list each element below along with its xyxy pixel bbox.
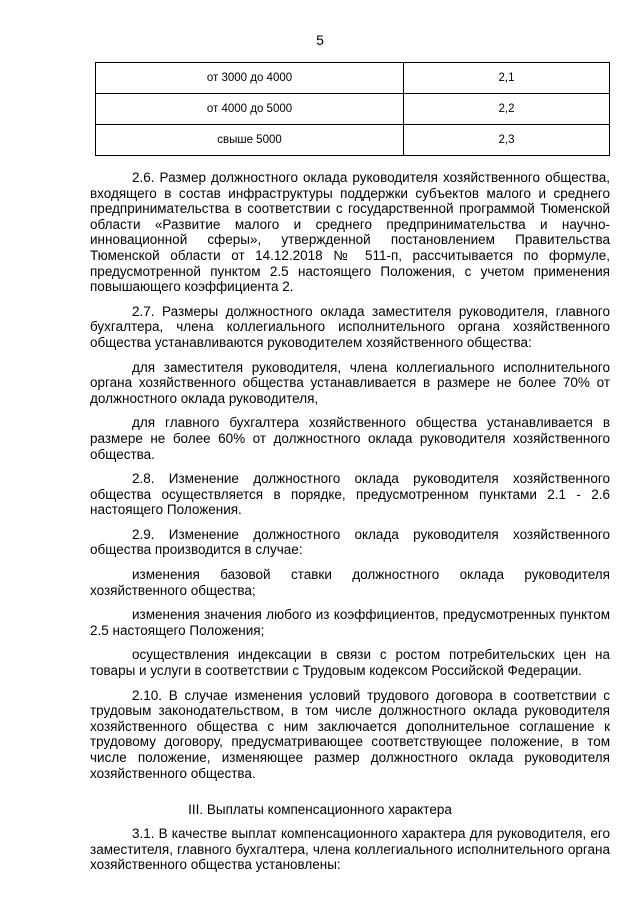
table-row (96, 94, 610, 125)
paragraph-2-9: 2.9. Изменение должностного оклада руководителя хозяйственного общества производится в случае: (90, 526, 610, 558)
coefficient-cell: 2,1 (404, 63, 610, 94)
section-title: III. Выплаты компенсационного характера (188, 802, 452, 817)
page-number: 5 (316, 32, 324, 48)
table-row (96, 63, 610, 94)
range-cell: от 3000 до 4000 (96, 63, 404, 94)
paragraph-2-7: 2.7. Размеры должностного оклада заместителя руководителя, главного бухгалтера, члена коллегиального исполнительного органа хозяйственного общества устанавливаются руководителем хозяйственного общества: (90, 303, 610, 350)
document-body-continued (90, 826, 610, 873)
coefficient-cell: 2,3 (404, 125, 610, 156)
paragraph-chief-accountant-salary: для главного бухгалтера хозяйственного общества устанавливается в размере не более 60% от должностного оклада руководителя хозяйственного общества. (90, 415, 610, 462)
range-cell: свыше 5000 (96, 125, 404, 156)
paragraph-2-10: 2.10. В случае изменения условий трудового договора в соответствии с трудовым законодательством, в том числе должностного оклада руководителя хозяйственного общества с ним заключается дополнительное соглашение к трудовому договору, предусматривающее соответствующее положение, в том числе положение, изменяющее размер должностного оклада руководителя хозяйственного общества. (90, 687, 610, 781)
paragraph-coefficient-change: изменения значения любого из коэффициентов, предусмотренных пунктом 2.5 настоящего Положения; (90, 607, 610, 638)
coefficient-table (95, 62, 610, 156)
paragraph-2-6: 2.6. Размер должностного оклада руководителя хозяйственного общества, входящего в состав инфраструктуры поддержки субъектов малого и среднего предпринимательства в соответствии с государственной программой Тюменской области «Развитие малого и среднего предпринимательства и научно-инновационной сферы», утвержденной постановлением Правительства Тюменской области от 14.12.2018 № 511-п, рассчитывается по формуле, предусмотренной пунктом 2.5 настоящего Положения, с учетом применения повышающего коэффициента 2. (90, 170, 610, 295)
paragraph-deputy-salary: для заместителя руководителя, члена коллегиального исполнительного органа хозяйственного общества устанавливается в размере не более 70% от должностного оклада руководителя, (90, 359, 610, 406)
paragraph-3-1: 3.1. В качестве выплат компенсационного характера для руководителя, его заместителя, главного бухгалтера, члена коллегиального исполнительного органа хозяйственного общества установлены: (90, 826, 610, 873)
table-row (96, 125, 610, 156)
paragraph-2-8: 2.8. Изменение должностного оклада руководителя хозяйственного общества осуществляется в порядке, предусмотренном пунктами 2.1 - 2.6 настоящего Положения. (90, 471, 610, 518)
paragraph-indexation: осуществления индексации в связи с ростом потребительских цен на товары и услуги в соответствии с Трудовым кодексом Российской Федерации. (90, 647, 610, 679)
paragraph-base-rate-change: изменения базовой ставки должностного оклада руководителя хозяйственного общества; (90, 567, 610, 598)
document-body (90, 170, 610, 781)
coefficient-cell: 2,2 (404, 94, 610, 125)
range-cell: от 4000 до 5000 (96, 94, 404, 125)
